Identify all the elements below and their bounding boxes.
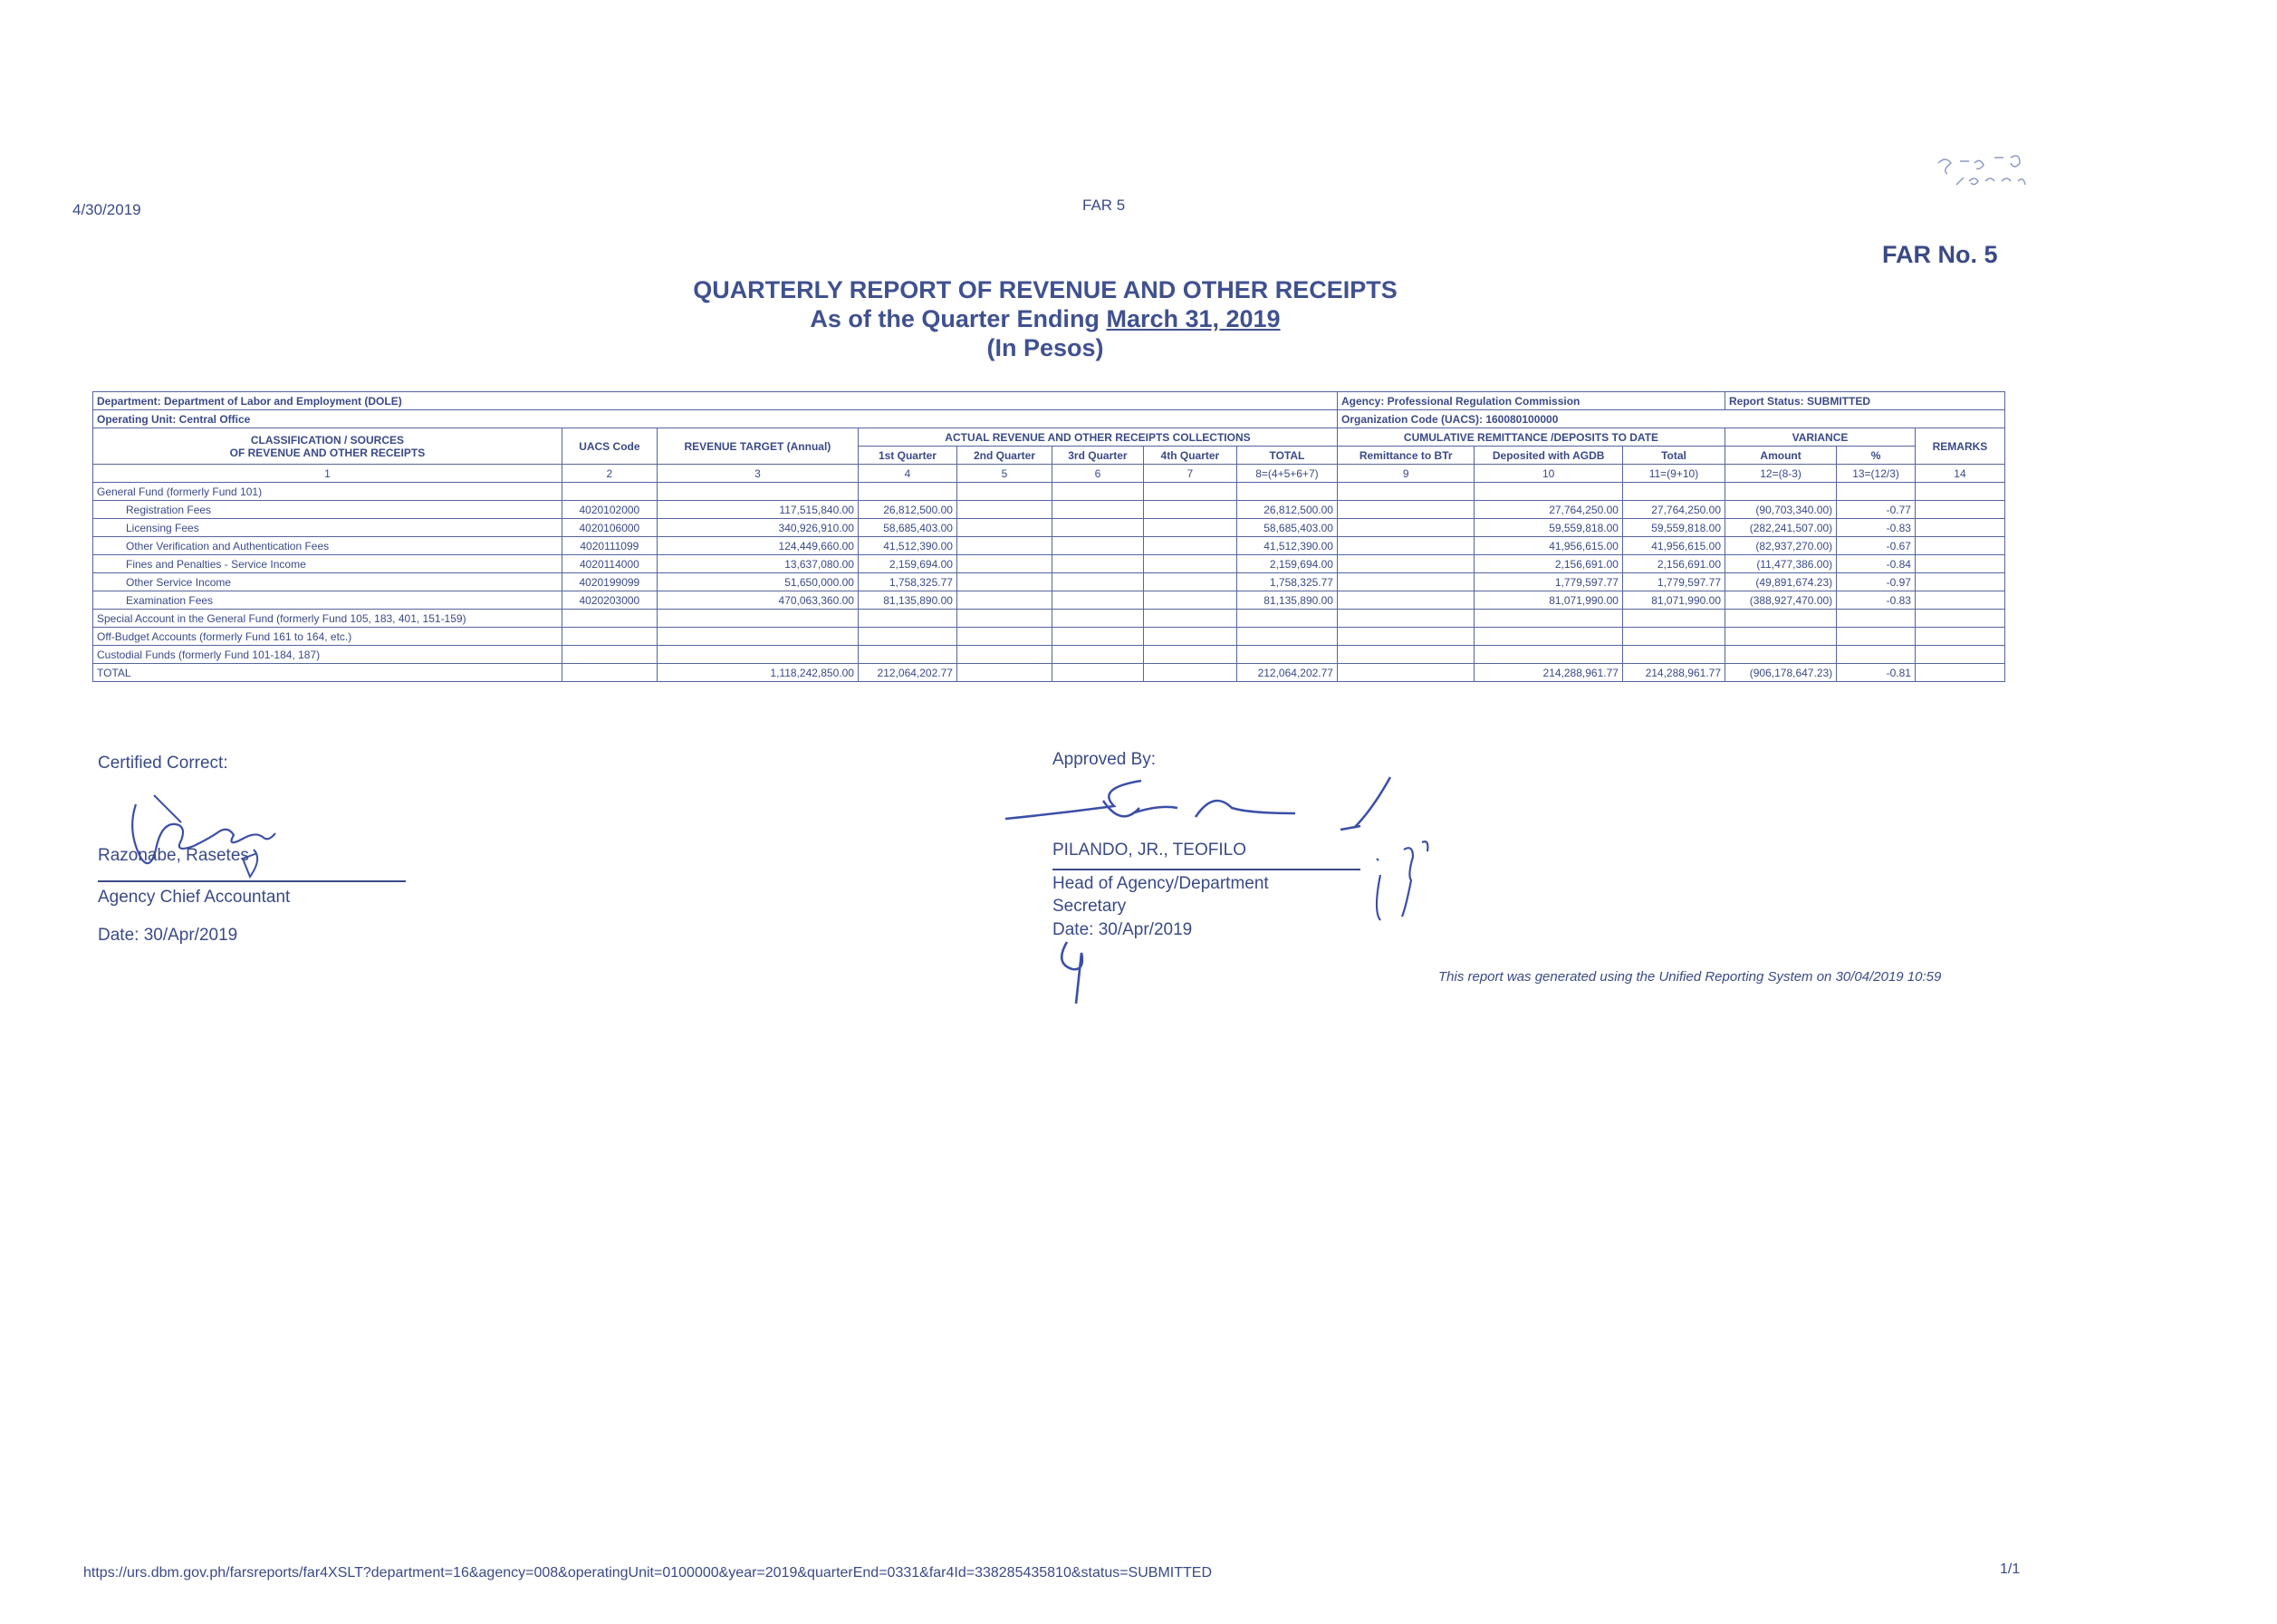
colnum-cell: 4 (858, 465, 956, 483)
column-number-row (93, 465, 2005, 483)
cell-q3 (1052, 573, 1143, 591)
cell-q1: 81,135,890.00 (858, 591, 956, 610)
cell-total: 81,135,890.00 (1236, 591, 1337, 610)
report-title-block (0, 275, 2090, 362)
cell-q1 (858, 610, 956, 628)
colnum-cell: 9 (1337, 465, 1474, 483)
cell-q3 (1052, 501, 1143, 519)
col-q1: 1st Quarter (858, 447, 956, 465)
cell-var-pct: -0.77 (1837, 501, 1916, 519)
cell-q1: 26,812,500.00 (858, 501, 956, 519)
cell-q2 (956, 555, 1052, 573)
cell-btr (1337, 664, 1474, 682)
cell-uacs: 4020203000 (562, 591, 657, 610)
cell-q1: 41,512,390.00 (858, 537, 956, 555)
cell-q2 (956, 573, 1052, 591)
cell-q2 (956, 664, 1052, 682)
cell-var-amt: (90,703,340.00) (1725, 501, 1837, 519)
cell-agdb (1475, 628, 1623, 646)
cell-remarks (1915, 501, 2004, 519)
cell-remarks (1915, 573, 2004, 591)
cell-var-amt (1725, 628, 1837, 646)
cell-var-amt: (11,477,386.00) (1725, 555, 1837, 573)
cell-var-pct (1837, 483, 1916, 501)
cell-remarks (1915, 646, 2004, 664)
cell-var-pct: -0.97 (1837, 573, 1916, 591)
cell-q4 (1143, 483, 1236, 501)
cell-agdb: 214,288,961.77 (1475, 664, 1623, 682)
report-title: QUARTERLY REPORT OF REVENUE AND OTHER RECEIPTS (693, 276, 1398, 303)
cell-btr (1337, 646, 1474, 664)
accountant-name: Razonabe, Rasetes (98, 846, 249, 865)
cell-q3 (1052, 519, 1143, 537)
cell-target: 124,449,660.00 (657, 537, 858, 555)
cell-remarks (1915, 555, 2004, 573)
cell-total (1236, 646, 1337, 664)
cell-total (1236, 610, 1337, 628)
cell-target (657, 483, 858, 501)
colnum-cell: 8=(4+5+6+7) (1236, 465, 1337, 483)
page-number: 1/1 (2000, 1562, 2021, 1577)
cell-agdb: 59,559,818.00 (1475, 519, 1623, 537)
table-row (93, 483, 2005, 501)
currency-note: (In Pesos) (986, 334, 1104, 361)
cell-agdb (1475, 483, 1623, 501)
cell-q4 (1143, 646, 1236, 664)
table-row (93, 664, 2005, 682)
col-total: TOTAL (1236, 447, 1337, 465)
cell-uacs: 4020114000 (562, 555, 657, 573)
cell-uacs: 4020111099 (562, 537, 657, 555)
cell-uacs (562, 610, 657, 628)
cell-q4 (1143, 610, 1236, 628)
cell-remarks (1915, 519, 2004, 537)
cell-var-pct: -0.84 (1837, 555, 1916, 573)
column-header-row-1 (93, 428, 2005, 447)
cell-total: 41,512,390.00 (1236, 537, 1337, 555)
cell-target: 13,637,080.00 (657, 555, 858, 573)
cell-q4 (1143, 555, 1236, 573)
cell-var-pct: -0.67 (1837, 537, 1916, 555)
cell-q3 (1052, 537, 1143, 555)
head-date: Date: 30/Apr/2019 (1052, 920, 1193, 939)
cell-remarks (1915, 628, 2004, 646)
table-row (93, 537, 2005, 555)
cell-name: Examination Fees (93, 591, 562, 610)
cell-q4 (1143, 591, 1236, 610)
initial-mark (1051, 937, 1096, 1009)
cell-total: 1,758,325.77 (1236, 573, 1337, 591)
accountant-signature (118, 786, 290, 886)
cell-var-pct: -0.83 (1837, 519, 1916, 537)
cell-remarks (1915, 610, 2004, 628)
cell-var-amt: (49,891,674.23) (1725, 573, 1837, 591)
cell-q2 (956, 501, 1052, 519)
col-actual-group: ACTUAL REVENUE AND OTHER RECEIPTS COLLECTIONS (858, 428, 1337, 447)
col-q2: 2nd Quarter (956, 447, 1052, 465)
table-row (93, 573, 2005, 591)
cell-remarks (1915, 537, 2004, 555)
cell-uacs: 4020106000 (562, 519, 657, 537)
cell-agdb: 2,156,691.00 (1475, 555, 1623, 573)
cell-btr (1337, 628, 1474, 646)
cell-total (1236, 628, 1337, 646)
cell-var-pct (1837, 628, 1916, 646)
col-cumulative-group: CUMULATIVE REMITTANCE /DEPOSITS TO DATE (1337, 428, 1725, 447)
colnum-cell: 13=(12/3) (1837, 465, 1916, 483)
cell-name: Special Account in the General Fund (formerly Fund 105, 183, 401, 151-159) (93, 610, 562, 628)
initials-mark (1359, 831, 1440, 931)
cell-agdb: 81,071,990.00 (1475, 591, 1623, 610)
cell-uacs (562, 628, 657, 646)
cell-name: Fines and Penalties - Service Income (93, 555, 562, 573)
form-number: FAR No. 5 (1882, 241, 1998, 268)
cell-q3 (1052, 555, 1143, 573)
col-variance-group: VARIANCE (1725, 428, 1916, 447)
report-subtitle (0, 304, 2090, 333)
col-q3: 3rd Quarter (1052, 447, 1143, 465)
generated-note: This report was generated using the Unified Reporting System on 30/04/2019 10:59 (1438, 969, 1942, 985)
cell-name: Registration Fees (93, 501, 562, 519)
info-row-2 (93, 410, 2005, 428)
cell-q4 (1143, 628, 1236, 646)
quarter-end-date: March 31, 2019 (1106, 305, 1281, 332)
cell-q2 (956, 610, 1052, 628)
cell-remarks (1915, 664, 2004, 682)
info-row-1 (93, 392, 2005, 410)
cell-btr (1337, 537, 1474, 555)
cell-total (1236, 483, 1337, 501)
cell-target: 470,063,360.00 (657, 591, 858, 610)
cell-q4 (1143, 664, 1236, 682)
cell-cum-total: 214,288,961.77 (1622, 664, 1725, 682)
org-code-cell: Organization Code (UACS): 160080100000 (1337, 410, 2004, 428)
cell-btr (1337, 555, 1474, 573)
col-variance-pct: % (1837, 447, 1916, 465)
head-position: Head of Agency/Department Secretary (1052, 874, 1269, 916)
cell-cum-total: 59,559,818.00 (1622, 519, 1725, 537)
col-btr: Remittance to BTr (1337, 447, 1474, 465)
cell-target: 51,650,000.00 (657, 573, 858, 591)
table-row (93, 501, 2005, 519)
cell-q1 (858, 646, 956, 664)
colnum-cell: 7 (1143, 465, 1236, 483)
colnum-cell: 12=(8-3) (1725, 465, 1837, 483)
cell-q3 (1052, 628, 1143, 646)
subtitle-prefix: As of the Quarter Ending (810, 305, 1100, 332)
revenue-report-table (92, 391, 2005, 682)
cell-q2 (956, 628, 1052, 646)
cell-btr (1337, 610, 1474, 628)
col-target: REVENUE TARGET (Annual) (657, 428, 858, 465)
cell-cum-total (1622, 628, 1725, 646)
cell-uacs: 4020199099 (562, 573, 657, 591)
form-code: FAR 5 (1082, 197, 1126, 214)
cell-name: TOTAL (93, 664, 562, 682)
cell-uacs: 4020102000 (562, 501, 657, 519)
cell-q1: 1,758,325.77 (858, 573, 956, 591)
accountant-position: Agency Chief Accountant (98, 888, 291, 907)
cell-btr (1337, 591, 1474, 610)
table-row (93, 628, 2005, 646)
cell-name: Other Verification and Authentication Fees (93, 537, 562, 555)
head-name: PILANDO, JR., TEOFILO (1052, 841, 1246, 860)
cell-cum-total: 41,956,615.00 (1622, 537, 1725, 555)
colnum-cell: 11=(9+10) (1622, 465, 1725, 483)
cell-var-pct (1837, 610, 1916, 628)
cell-var-pct: -0.81 (1837, 664, 1916, 682)
cell-q1: 2,159,694.00 (858, 555, 956, 573)
cell-cum-total: 1,779,597.77 (1622, 573, 1725, 591)
cell-name: General Fund (formerly Fund 101) (93, 483, 562, 501)
cell-total: 2,159,694.00 (1236, 555, 1337, 573)
table-row (93, 610, 2005, 628)
cell-q3 (1052, 483, 1143, 501)
cell-q1: 212,064,202.77 (858, 664, 956, 682)
cell-q2 (956, 537, 1052, 555)
cell-var-amt: (282,241,507.00) (1725, 519, 1837, 537)
col-uacs: UACS Code (562, 428, 657, 465)
cell-btr (1337, 483, 1474, 501)
colnum-cell: 6 (1052, 465, 1143, 483)
cell-q4 (1143, 537, 1236, 555)
table-row (93, 646, 2005, 664)
cell-q3 (1052, 664, 1143, 682)
cell-target: 340,926,910.00 (657, 519, 858, 537)
cell-q3 (1052, 646, 1143, 664)
table-row (93, 591, 2005, 610)
cell-cum-total (1622, 610, 1725, 628)
col-cum-total: Total (1622, 447, 1725, 465)
report-status-cell: Report Status: SUBMITTED (1725, 392, 2005, 410)
cell-btr (1337, 501, 1474, 519)
accountant-date: Date: 30/Apr/2019 (98, 926, 238, 945)
cell-target (657, 646, 858, 664)
cell-uacs (562, 646, 657, 664)
cell-name: Licensing Fees (93, 519, 562, 537)
head-signature-line (1052, 869, 1360, 870)
colnum-cell: 14 (1915, 465, 2004, 483)
cell-btr (1337, 573, 1474, 591)
col-variance-amount: Amount (1725, 447, 1837, 465)
handwritten-note-mark (1929, 145, 2056, 199)
cell-agdb: 1,779,597.77 (1475, 573, 1623, 591)
cell-name: Custodial Funds (formerly Fund 101-184, 187) (93, 646, 562, 664)
cell-cum-total: 2,156,691.00 (1622, 555, 1725, 573)
page-url: https://urs.dbm.gov.ph/farsreports/far4XSLT?department=16&agency=008&operatingUnit=0100000&year=2019&quarterEnd=0331&far4Id=338285435810&status=SUBMITTED (83, 1565, 1212, 1581)
cell-name: Other Service Income (93, 573, 562, 591)
cell-q1 (858, 628, 956, 646)
operating-unit-cell: Operating Unit: Central Office (93, 410, 1338, 428)
cell-q2 (956, 483, 1052, 501)
cell-btr (1337, 519, 1474, 537)
cell-q1: 58,685,403.00 (858, 519, 956, 537)
cell-agdb: 27,764,250.00 (1475, 501, 1623, 519)
cell-total: 212,064,202.77 (1236, 664, 1337, 682)
approved-label: Approved By: (1052, 750, 1157, 769)
colnum-cell: 10 (1475, 465, 1623, 483)
cell-target (657, 628, 858, 646)
colnum-cell: 3 (657, 465, 858, 483)
cell-var-amt: (906,178,647.23) (1725, 664, 1837, 682)
cell-var-amt: (82,937,270.00) (1725, 537, 1837, 555)
cell-q3 (1052, 610, 1143, 628)
cell-q2 (956, 591, 1052, 610)
cell-var-amt (1725, 610, 1837, 628)
report-print-date: 4/30/2019 (72, 201, 141, 218)
cell-q2 (956, 519, 1052, 537)
cell-uacs (562, 483, 657, 501)
col-classification: CLASSIFICATION / SOURCES OF REVENUE AND OTHER RECEIPTS (93, 428, 562, 465)
colnum-cell: 1 (93, 465, 562, 483)
cell-q3 (1052, 591, 1143, 610)
cell-cum-total: 81,071,990.00 (1622, 591, 1725, 610)
agency-cell: Agency: Professional Regulation Commission (1337, 392, 1725, 410)
certified-label: Certified Correct: (98, 754, 228, 773)
cell-cum-total (1622, 646, 1725, 664)
col-agdb: Deposited with AGDB (1475, 447, 1623, 465)
cell-remarks (1915, 483, 2004, 501)
cell-q4 (1143, 519, 1236, 537)
col-remarks: REMARKS (1915, 428, 2004, 465)
cell-var-amt (1725, 483, 1837, 501)
cell-agdb (1475, 646, 1623, 664)
accountant-signature-line (98, 880, 406, 882)
table-row (93, 555, 2005, 573)
cell-uacs (562, 664, 657, 682)
cell-q4 (1143, 501, 1236, 519)
colnum-cell: 2 (562, 465, 657, 483)
cell-cum-total: 27,764,250.00 (1622, 501, 1725, 519)
cell-q1 (858, 483, 956, 501)
table-row (93, 519, 2005, 537)
revenue-rows (93, 483, 2005, 682)
cell-q2 (956, 646, 1052, 664)
cell-var-amt (1725, 646, 1837, 664)
cell-target (657, 610, 858, 628)
cell-cum-total (1622, 483, 1725, 501)
cell-var-amt: (388,927,470.00) (1725, 591, 1837, 610)
cell-total: 26,812,500.00 (1236, 501, 1337, 519)
cell-name: Off-Budget Accounts (formerly Fund 161 to 164, etc.) (93, 628, 562, 646)
cell-agdb (1475, 610, 1623, 628)
cell-target: 1,118,242,850.00 (657, 664, 858, 682)
cell-agdb: 41,956,615.00 (1475, 537, 1623, 555)
department-cell: Department: Department of Labor and Employment (DOLE) (93, 392, 1338, 410)
col-q4: 4th Quarter (1143, 447, 1236, 465)
cell-var-pct (1837, 646, 1916, 664)
cell-total: 58,685,403.00 (1236, 519, 1337, 537)
colnum-cell: 5 (956, 465, 1052, 483)
cell-q4 (1143, 573, 1236, 591)
cell-remarks (1915, 591, 2004, 610)
cell-target: 117,515,840.00 (657, 501, 858, 519)
cell-var-pct: -0.83 (1837, 591, 1916, 610)
